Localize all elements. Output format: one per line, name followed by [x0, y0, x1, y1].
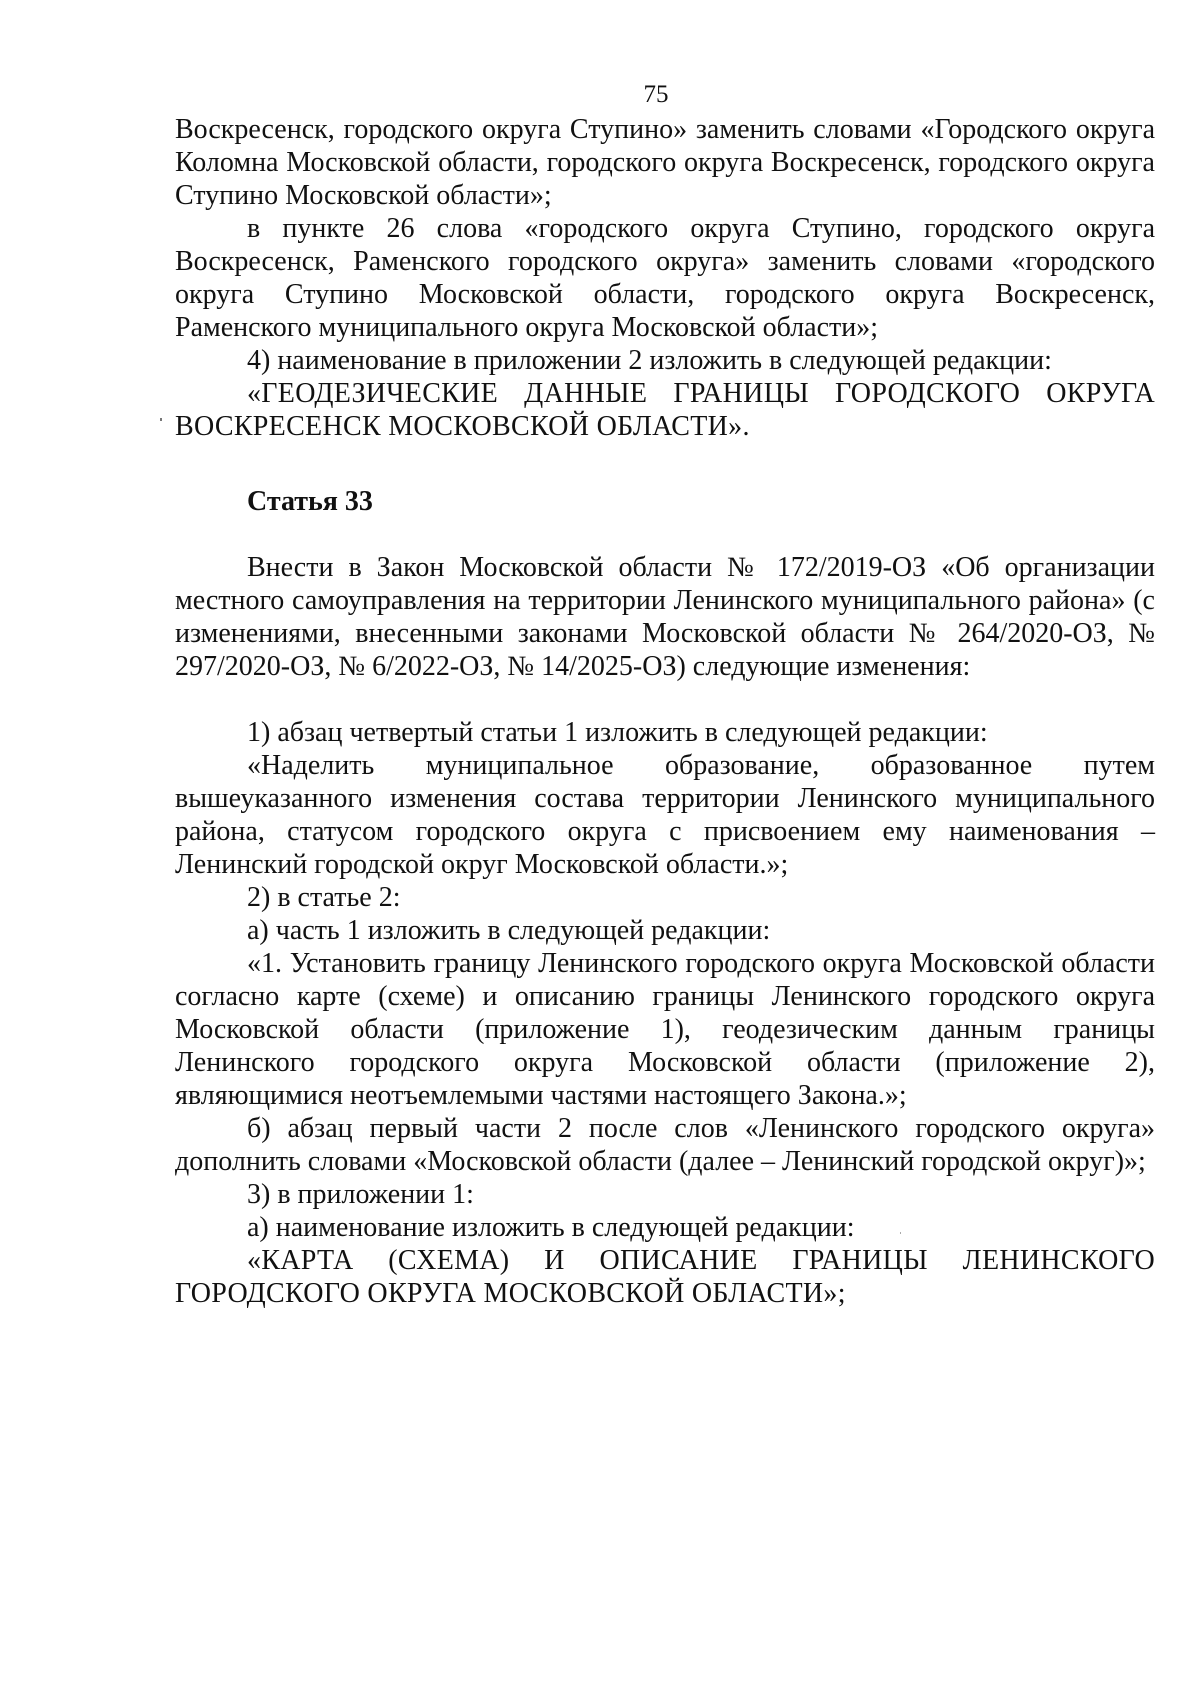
paragraph-article-intro: Внести в Закон Московской области № 172/2019-ОЗ «Об организации местного самоуправления на территории Ленинского муниципального района» (с изменениями, внесенными законами Московской области № 264/2020-ОЗ, № 297/2020-ОЗ, № 6/2022-ОЗ, № 14/2025-ОЗ) следующие изменения: [175, 552, 1155, 682]
page-number: 75 [643, 81, 669, 108]
paragraph-point-26: в пункте 26 слова «городского округа Ступино, городского округа Воскресенск, Раменского городского округа» заменить словами «городского округа Ступино Московской области, городского округа Воскресенск, Раменского муниципального округа Московской области»; [175, 213, 1155, 343]
paragraph-item-1: 1) абзац четвертый статьи 1 изложить в следующей редакции: [247, 717, 988, 748]
paragraph-item-3: 3) в приложении 1: [247, 1179, 474, 1210]
scan-artifact [160, 418, 162, 421]
paragraph-item-1-text: «Наделить муниципальное образование, образованное путем вышеуказанного изменения состава территории Ленинского муниципального района, статусом городского округа с присвоением ему наименования – Ленинский городской округ Московской области.»; [175, 750, 1155, 880]
article-heading: Статья 33 [247, 486, 373, 517]
paragraph-item-3a: а) наименование изложить в следующей редакции: [247, 1212, 855, 1243]
paragraph-item-2b: б) абзац первый части 2 после слов «Ленинского городского округа» дополнить словами «Московской области (далее – Ленинский городской округ)»; [175, 1113, 1155, 1177]
section-article-intro [175, 551, 1155, 683]
paragraph-item-4: 4) наименование в приложении 2 изложить в следующей редакции: [247, 345, 1052, 376]
paragraph-item-2a: а) часть 1 изложить в следующей редакции: [247, 915, 771, 946]
paragraph-item-2a-text: «1. Установить границу Ленинского городского округа Московской области согласно карте (схеме) и описанию границы Ленинского городского округа Московской области (приложение 1), геодезическим данным границы Ленинского городского округа Московской области (приложение 2), являющимися неотъемлемыми частями настоящего Закона.»; [175, 948, 1155, 1111]
section-amendments-continued [175, 113, 1155, 443]
section-changes-list [175, 716, 1155, 1310]
paragraph-appendix-2-title: «ГЕОДЕЗИЧЕСКИЕ ДАННЫЕ ГРАНИЦЫ ГОРОДСКОГО ОКРУГА ВОСКРЕСЕНСК МОСКОВСКОЙ ОБЛАСТИ». [175, 378, 1155, 442]
paragraph-item-2: 2) в статье 2: [247, 882, 401, 913]
paragraph-continuation: Воскресенск, городского округа Ступино» заменить словами «Городского округа Коломна Московской области, городского округа Воскресенск, городского округа Ступино Московской области»; [175, 114, 1155, 211]
paragraph-appendix-1-title: «КАРТА (СХЕМА) И ОПИСАНИЕ ГРАНИЦЫ ЛЕНИНСКОГО ГОРОДСКОГО ОКРУГА МОСКОВСКОЙ ОБЛАСТИ»; [175, 1245, 1155, 1309]
scan-artifact [900, 1232, 901, 1234]
